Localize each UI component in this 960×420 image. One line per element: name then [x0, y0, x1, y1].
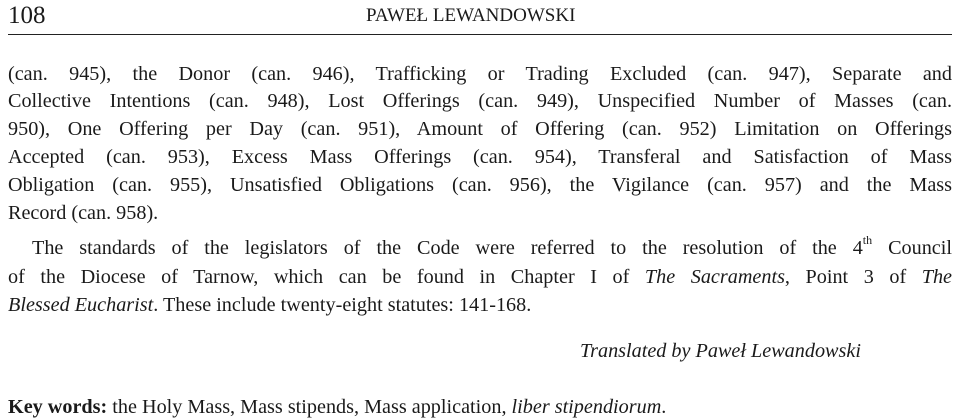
keywords: [8, 395, 666, 419]
line-text: . These include twenty-eight statutes: 141-168.: [153, 294, 532, 316]
paragraph-line: 950), One Offering per Day (can. 951), Amount of Offering (can. 952) Limitation on Offerings: [8, 118, 952, 140]
paragraph-line: Obligation (can. 955), Unsatisfied Obligations (can. 956), the Vigilance (can. 957) and the Mass: [8, 174, 952, 196]
paragraph-line: (can. 945), the Donor (can. 946), Trafficking or Trading Excluded (can. 947), Separate and: [8, 63, 952, 85]
page-header: [8, 0, 952, 35]
paragraph-line: Collective Intentions (can. 948), Lost Offerings (can. 949), Unspecified Number of Masses (can.: [8, 90, 952, 112]
paragraph-line: [8, 265, 952, 289]
book-title: The: [921, 266, 953, 288]
translator-credit: Translated by Paweł Lewandowski: [580, 340, 861, 362]
keywords-end: .: [661, 396, 667, 418]
keywords-italic: liber stipendiorum: [511, 396, 662, 418]
running-head: PAWEŁ LEWANDOWSKI: [366, 5, 576, 26]
line-text: Council: [872, 237, 952, 259]
paragraph-line: Accepted (can. 953), Excess Mass Offerings (can. 954), Transferal and Satisfaction of Mass: [8, 146, 952, 168]
keywords-text: the Holy Mass, Mass stipends, Mass application,: [107, 396, 512, 418]
line-text: The standards of the legislators of the Code were referred to the resolution of the 4: [32, 237, 863, 259]
keywords-label: Key words:: [8, 396, 108, 418]
book-title: Blessed Eucharist: [8, 294, 154, 316]
line-text: , Point 3 of: [784, 266, 922, 288]
book-title: The Sacraments: [644, 266, 785, 288]
paragraph-line: Record (can. 958).: [8, 202, 159, 224]
paragraph-line: [8, 293, 531, 317]
line-text: of the Diocese of Tarnow, which can be found in Chapter I of: [8, 266, 645, 288]
paragraph-line: [32, 233, 952, 260]
ordinal-suffix: th: [862, 233, 873, 248]
page-number: 108: [8, 2, 46, 29]
